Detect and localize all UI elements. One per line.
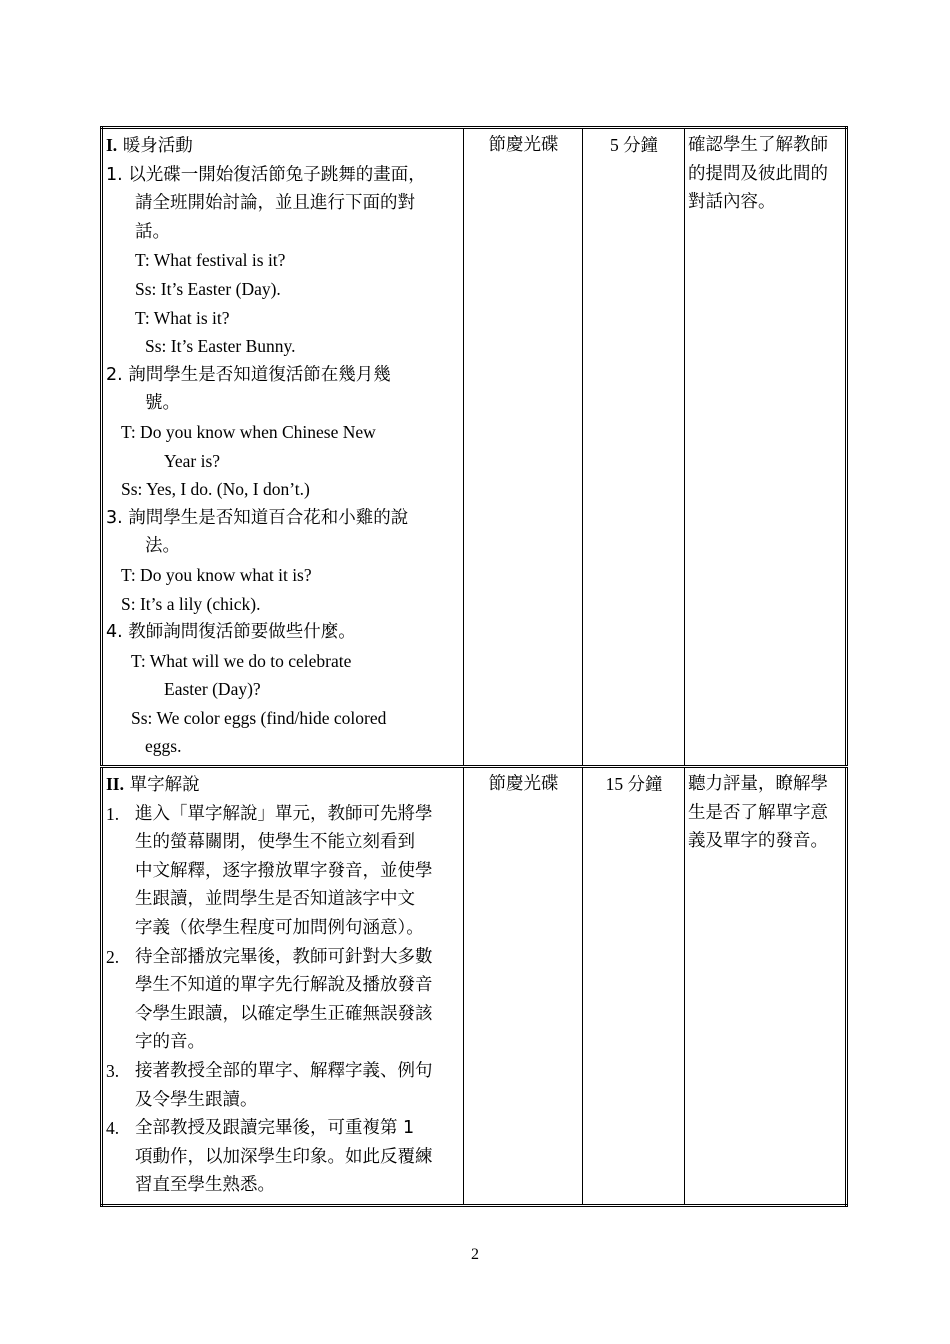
section-heading: I. 暖身活動: [106, 135, 193, 156]
dialogue-line: eggs.: [145, 736, 182, 757]
activity-line: 請全班開始討論，並且進行下面的對: [135, 193, 415, 214]
activity-line: 號。: [145, 393, 180, 414]
dialogue-line: Year is?: [164, 450, 221, 471]
dialogue-line: T: What festival is it?: [135, 250, 286, 271]
dialogue-line: Easter (Day)?: [164, 679, 261, 700]
section-vocabulary-row: [102, 767, 847, 1206]
warmup-time-cell: 5 分鐘: [583, 128, 685, 767]
section-warmup-row: [102, 128, 847, 767]
list-item: 1. 進入「單字解說」單元，教師可先將學 生的螢幕關閉，使學生不能立刻看到 中文解釋，逐字撥放單字發音，並使學 生跟讀，並問學生是否知道該字中文 字義（依學生程度可加問例句涵意）。: [106, 803, 433, 939]
activity-line: 法。: [145, 536, 180, 557]
vocabulary-activity-cell: [102, 767, 464, 1206]
activity-line: 3. 詢問學生是否知道百合花和小雞的說: [106, 507, 409, 528]
dialogue-line: S: It’s a lily (chick).: [121, 593, 261, 614]
activity-line: 4. 教師詢問復活節要做些什麼。: [106, 622, 356, 643]
dialogue-line: T: What is it?: [135, 307, 230, 328]
dialogue-line: Ss: Yes, I do. (No, I don’t.): [121, 479, 310, 500]
list-item: 2. 待全部播放完畢後，教師可針對大多數 學生不知道的單字先行解說及播放發音 令學生跟讀，以確定學生正確無誤發該 字的音。: [106, 946, 433, 1053]
section-heading: II. 單字解說: [106, 774, 200, 796]
activity-line: 2. 詢問學生是否知道復活節在幾月幾: [106, 364, 391, 385]
dialogue-line: T: Do you know when Chinese New: [121, 421, 376, 442]
activity-line: 1. 以光碟一開始復活節兔子跳舞的畫面，: [106, 164, 426, 185]
vocabulary-material-cell: 節慶光碟: [464, 767, 583, 1206]
dialogue-line: Ss: We color eggs (find/hide colored: [131, 707, 387, 728]
warmup-material-cell: 節慶光碟: [464, 128, 583, 767]
list-item: 4. 全部教授及跟讀完畢後，可重複第 1 項動作，以加深學生印象。如此反覆練 習直至學生熟悉。: [106, 1118, 433, 1196]
list-item: 3. 接著教授全部的單字、解釋字義、例句 及令學生跟讀。: [106, 1061, 433, 1110]
vocabulary-time-cell: 15 分鐘: [583, 767, 685, 1206]
dialogue-line: T: Do you know what it is?: [121, 564, 312, 585]
warmup-activity-cell: [102, 128, 464, 767]
vocabulary-assessment-cell: 聽力評量，瞭解學 生是否了解單字意 義及單字的發音。: [685, 767, 847, 1206]
warmup-assessment-cell: 確認學生了解教師 的提問及彼此間的 對話內容。: [685, 128, 847, 767]
dialogue-line: Ss: It’s Easter (Day).: [135, 278, 281, 299]
dialogue-line: Ss: It’s Easter Bunny.: [145, 336, 296, 357]
dialogue-line: T: What will we do to celebrate: [131, 650, 352, 671]
lesson-plan-table: [100, 126, 848, 1207]
page-number: 2: [471, 1246, 479, 1263]
activity-line: 話。: [135, 221, 170, 242]
